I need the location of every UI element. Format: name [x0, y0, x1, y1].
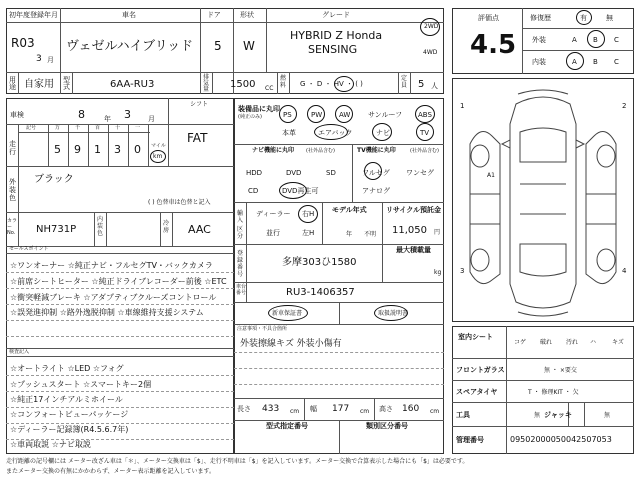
- tv-circle: [416, 123, 434, 141]
- checklist-4: ☆コンフォートビューパッケージ: [10, 410, 129, 419]
- door-value: 5: [214, 39, 222, 53]
- width-value: 177: [332, 404, 350, 414]
- tv-function-note: (社外品含む): [410, 148, 439, 154]
- length-label: 長さ: [237, 405, 251, 413]
- interior-label: 内装: [532, 58, 546, 66]
- abs-circle: [415, 105, 435, 123]
- marker-2: 2: [622, 102, 627, 110]
- shift-value: FAT: [187, 131, 208, 145]
- chassis-label: 車台番号: [236, 284, 247, 296]
- repair-yes: 有: [580, 14, 587, 22]
- control-number: 09502000050042507053: [510, 435, 612, 444]
- model-value: 6AA-RU3: [110, 79, 155, 90]
- equip-tv: TV: [420, 129, 430, 137]
- exterior-c: C: [614, 36, 619, 44]
- equipment-sublabel: (純正のみ): [238, 114, 262, 120]
- tv-function-label: TV機能に丸印: [357, 147, 396, 154]
- tools-value: 無: [534, 412, 541, 419]
- inspection-month: 3: [124, 108, 131, 121]
- door-label: ドア: [207, 11, 221, 19]
- nav-sd: SD: [326, 169, 336, 177]
- checklist-6: ☆車両取説 ☆ナビ取説: [10, 440, 91, 449]
- grade-label: グレード: [322, 11, 350, 19]
- checklist-3: ☆純正17インチアルミホイール: [10, 395, 123, 404]
- seat-stain: 汚れ: [566, 339, 579, 346]
- record-label: 記号: [26, 125, 37, 131]
- shape-label: 形状: [240, 11, 254, 19]
- chassis-number: RU3-1406357: [286, 287, 355, 298]
- model-year-label: モデル年式: [332, 206, 367, 214]
- warranty-label: 新車保証書: [272, 310, 303, 317]
- max-load-unit: kg: [434, 269, 442, 276]
- airbag-circle: [314, 124, 348, 140]
- manual-circle: [374, 305, 408, 321]
- fuel-hv-circle: [334, 76, 354, 92]
- usage-label: 用途: [9, 76, 16, 91]
- shift-label: シフト: [190, 101, 209, 108]
- score-value: 4.5: [470, 30, 517, 60]
- nav-dvd: DVD: [286, 169, 302, 177]
- footer-line-1: 走行距離の記号欄には メーター改ざん車は「＊」、メーター交換車は「$」、走行不明車は「$」を記入しています。メーター交換で合算表示した場合にも「$」は必要です。: [6, 458, 469, 465]
- interior-b: B: [593, 58, 598, 66]
- fuel-label: 燃料: [280, 75, 287, 89]
- import-dealer: ディーラー: [256, 210, 291, 218]
- displacement-value: 1500: [230, 79, 256, 90]
- height-value: 160: [402, 404, 420, 414]
- marker-1: 1: [460, 102, 465, 110]
- mile-label: マイル: [151, 143, 166, 149]
- sales-points-label: セールスポイント: [9, 246, 49, 252]
- model-year-unit: 年: [346, 231, 353, 238]
- notes-value: 外装擦線キズ 外装小傷有: [240, 339, 342, 349]
- interior-a: A: [572, 58, 577, 66]
- equip-pw: PW: [311, 111, 323, 119]
- mileage-digit-3: 3: [114, 143, 121, 156]
- capacity-label: 定員: [401, 75, 408, 89]
- manual-label: 取扱説明書: [378, 310, 409, 317]
- nav-function-note: (社外品含む): [306, 148, 335, 154]
- digit-header-3: 十: [115, 125, 121, 131]
- digit-header-0: 万: [55, 125, 61, 131]
- sales-point-1: ☆ワンオーナー ☆純正ナビ・フルセグTV・バックカメラ: [10, 261, 213, 270]
- tv-oneseg: ワンセグ: [406, 169, 434, 177]
- km-label: km: [153, 153, 163, 160]
- right-hand-circle: [298, 205, 318, 223]
- cc-unit: CC: [265, 85, 274, 92]
- category-label: 類別区分番号: [366, 422, 408, 430]
- inspection-label: 車検: [10, 111, 24, 119]
- recycle-unit: 円: [434, 229, 441, 236]
- exterior-a: A: [572, 36, 577, 44]
- control-number-label: 管理番号: [456, 436, 484, 444]
- digit-header-4: 一: [135, 125, 141, 131]
- capacity-value: 5: [418, 79, 425, 90]
- nav-dvd-play: DVD再生可: [282, 187, 319, 195]
- checklist-label: 検査記入: [9, 349, 30, 355]
- digit-header-2: 百: [95, 125, 101, 131]
- nav-cd: CD: [248, 187, 259, 195]
- interior-c: C: [614, 58, 619, 66]
- seat-burn: コゲ: [514, 339, 527, 346]
- shape-value: W: [243, 39, 255, 53]
- windshield-options: 無 ・ ×要交: [544, 367, 577, 374]
- steering-right: 右H: [302, 210, 315, 218]
- length-unit: cm: [290, 408, 300, 415]
- car-name: ヴェゼルハイブリッド: [66, 39, 194, 54]
- max-load-label: 最大積載量: [396, 246, 431, 254]
- mileage-digit-2: 1: [94, 143, 101, 156]
- sales-point-4: ☆誤発進抑制 ☆路外逸脱抑制 ☆車線維持支援システム: [10, 308, 204, 317]
- repair-no: 無: [606, 14, 613, 22]
- type-cert-label: 型式指定番号: [266, 422, 308, 430]
- warranty-circle: [268, 305, 308, 321]
- color-no-label: カラーNo.: [7, 218, 18, 236]
- pw-circle: [307, 105, 325, 123]
- fullseg-circle: [364, 162, 382, 180]
- model-year-unknown: 不明: [364, 231, 377, 238]
- tv-analog: アナログ: [362, 187, 390, 195]
- usage-value: 自家用: [24, 79, 54, 90]
- a1-mark: A1: [487, 172, 495, 179]
- inspection-year-unit: 年: [104, 115, 111, 123]
- model-label: 型式: [63, 76, 70, 91]
- tv-fullseg: フルセグ: [362, 169, 390, 177]
- marker-4: 4: [622, 267, 627, 275]
- nav-hdd: HDD: [246, 169, 263, 177]
- first-reg-month: 3: [36, 54, 42, 64]
- equip-aw: AW: [339, 111, 351, 119]
- windshield-label: フロントガラス: [456, 366, 505, 374]
- jack-value: 無: [604, 412, 611, 419]
- height-unit: cm: [430, 408, 440, 415]
- length-value: 433: [262, 404, 280, 414]
- first-reg-label: 初年度登録年月: [9, 11, 58, 19]
- sales-point-3: ☆衝突軽減ブレーキ ☆アダプティブクルーズコントロール: [10, 293, 217, 302]
- car-diagram: [456, 84, 630, 318]
- ps-circle: [279, 105, 297, 123]
- repair-yes-circle: [576, 10, 592, 25]
- exterior-color-label: 外装色: [9, 178, 16, 202]
- recycle-amount: 11,050: [392, 225, 427, 236]
- checklist-1: ☆オートライト ☆LED ☆フォグ: [10, 364, 124, 373]
- equip-leather: 本革: [282, 129, 296, 137]
- seat-ha: ハ: [590, 339, 597, 346]
- import-parallel: 並行: [266, 229, 280, 237]
- mileage-digit-4: 0: [134, 143, 141, 156]
- mileage-label: 走行: [9, 140, 16, 156]
- interior-color-label: 内装色: [97, 216, 104, 237]
- notes-label: 注意事項・不具合箇所: [237, 326, 288, 332]
- equip-ps: PS: [283, 111, 292, 119]
- jack-label: ジャッキ: [544, 411, 572, 419]
- car-name-label: 車名: [122, 11, 136, 19]
- height-label: 高さ: [379, 405, 393, 413]
- exterior-color-value: ブラック: [34, 174, 74, 185]
- grade-line2: SENSING: [308, 43, 358, 56]
- equip-navi: ナビ: [376, 129, 390, 137]
- interior-seat-label: 室内シート: [458, 333, 493, 341]
- inspection-year: 8: [78, 108, 85, 121]
- seat-scratch: キズ: [612, 339, 624, 346]
- equip-airbag: エアバック: [318, 129, 353, 137]
- reg-number: 多摩303ひ1580: [282, 257, 357, 268]
- equip-sunroof: サンルーフ: [368, 111, 403, 119]
- equipment-label: 装備品に丸印: [238, 105, 280, 113]
- color-change-note: ( ) 色替車は色替と記入: [148, 199, 211, 206]
- equip-abs: ABS: [418, 111, 432, 119]
- navi-circle: [372, 123, 392, 141]
- recycle-label: リサイクル預託金: [386, 206, 442, 214]
- ac-value: AAC: [188, 223, 211, 236]
- footer-line-2: またメーター交換の有無にかかわらず、メーター表示距離を記入しています。: [6, 468, 216, 475]
- ac-label: 冷房: [163, 220, 170, 234]
- drive-4wd: 4WD: [423, 49, 438, 56]
- sales-point-2: ☆前席シートヒーター ☆純正ドライブレコーダー前後 ☆ETC: [10, 277, 227, 286]
- first-reg-era: R03: [11, 36, 35, 50]
- dvd-play-circle: [279, 182, 307, 199]
- aw-circle: [335, 105, 353, 123]
- fuel-options: G ・ D ・ HV ・ ( ): [300, 80, 363, 88]
- import-label: 輸入: [237, 210, 244, 224]
- tools-label: 工具: [456, 411, 470, 419]
- interior-a-circle: [566, 52, 584, 70]
- grade-line1: HYBRID Z Honda: [290, 29, 383, 42]
- spare-tire-label: スペアタイヤ: [456, 388, 498, 396]
- repair-label: 修復歴: [530, 14, 551, 22]
- capacity-unit: 人: [431, 82, 438, 90]
- seat-tear: 破れ: [540, 339, 553, 346]
- reg-number-label: 登録番号: [237, 250, 244, 278]
- spare-tire-options: T ・ 修理KIT ・ 欠: [528, 389, 579, 396]
- mileage-digit-0: 5: [54, 143, 61, 156]
- checklist-2: ☆プッシュスタート ☆スマートキー2個: [10, 380, 152, 389]
- nav-function-label: ナビ機能に丸印: [252, 147, 295, 154]
- inspection-month-unit: 月: [148, 115, 155, 123]
- drive-2wd: 2WD: [424, 23, 439, 30]
- color-no-value: NH731P: [36, 224, 77, 235]
- first-reg-month-unit: 月: [47, 56, 54, 64]
- steering-left: 左H: [302, 229, 315, 237]
- mileage-digit-1: 9: [74, 143, 81, 156]
- digit-header-1: 千: [75, 125, 81, 131]
- displacement-label: 排気量: [203, 74, 210, 93]
- checklist-5: ☆ディーラー記録簿(R4.5.6.7年): [10, 425, 129, 434]
- width-unit: cm: [360, 408, 370, 415]
- exterior-b: B: [593, 36, 598, 44]
- exterior-b-circle: [587, 30, 605, 48]
- km-circle: [150, 150, 166, 163]
- marker-3: 3: [460, 267, 465, 275]
- import-sublabel: 区分: [237, 226, 244, 240]
- width-label: 幅: [310, 405, 317, 413]
- score-label: 評価点: [478, 14, 499, 22]
- exterior-label: 外装: [532, 36, 546, 44]
